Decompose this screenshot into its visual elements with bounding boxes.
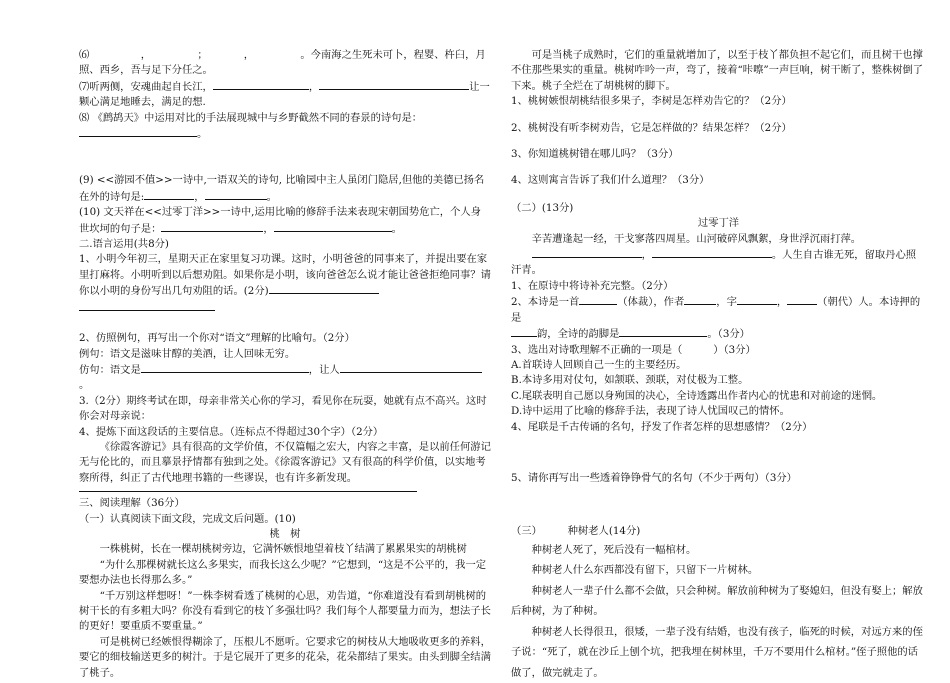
answer-blank[interactable]	[787, 294, 817, 305]
reading-question-1: 1、桃树嫉恨胡桃结很多果子，李树是怎样劝告它的？（2分）	[511, 95, 792, 108]
answer-blank[interactable]	[579, 294, 617, 305]
poem-question-2: 2、本诗是一首 （体裁），作者 ，字 ， （朝代）人。本诗押的是 韵，全诗的韵脚是 。（3分）	[511, 296, 921, 341]
answer-blank[interactable]	[737, 294, 777, 305]
question-6: ⑹ ， ； ， 。今南海之生死未可卜，程婴、杵臼，月照、西乡，吾与足下分任之。	[79, 49, 486, 77]
story-paragraph: 一株桃树，长在一棵胡桃树旁边，它满怀嫉恨地望着枝丫结满了累累果实的胡桃树	[99, 543, 467, 556]
story-paragraph: 可是当桃子成熟时，它们的重量就增加了，以至于枝丫都负担不起它们，而且树干也撑不住那些果实的重量。桃树咋吟一声，弯了，接着“咔嚓”一声巨响，树干断了，整株树倒了下来。桃子全烂在了胡桃树的脚下。	[511, 49, 924, 92]
section-2-question-1: 1、小明今年初三，星期天正在家里复习功课。这时，小明爸爸的同事来了，并提出要在家里打麻将。小明听到以后想劝阻。如果你是小明，该向爸爸怎么说才能让爸爸拒绝同事？请你以小明的身份写出几句劝阻的话。(2分)	[79, 253, 491, 298]
story-title: 桃 树	[269, 527, 301, 540]
answer-blank[interactable]	[274, 221, 392, 232]
left-column	[79, 48, 491, 681]
poem-title: 过零丁洋	[697, 217, 740, 230]
example-sentence: 例句：语文是滋味甘醇的美酒，让人回味无穷。	[79, 347, 296, 360]
question-7: ⑺听两侧，安魂曲起自长江， ， 让一颗心满足地睡去，满足的想.	[79, 80, 490, 109]
story-paragraph: “千万别这样想呀！”一株李树看透了桃树的心思，劝告道，“你难道没有看到胡桃树的树干长的有多粗大吗？你没有看到它的枝丫多强壮吗？我们每个人都要量力而为，想法子长的更好！要重质不要重量。”	[79, 589, 491, 633]
option-b[interactable]: B.本诗多用对仗句，如颔联、颈联，对仗极为工整。	[511, 374, 749, 387]
reading-question-3: 3、你知道桃树错在哪儿吗？（3分）	[511, 148, 679, 161]
story-paragraph: 种树老人什么东西都没有留下，只留下一片树林。	[531, 564, 759, 577]
reading-question-4: 4、这则寓言告诉了我们什么道理？（3分）	[511, 174, 710, 187]
story-paragraph: “为什么那棵树就长这么多果实，而我长这么少呢？”它想到，“这是不公平的，我一定要想办法也长得那么多。”	[79, 558, 487, 587]
question-8-answer-line: 。	[79, 126, 491, 142]
answer-blank[interactable]	[161, 221, 263, 232]
answer-blank[interactable]	[213, 79, 309, 90]
answer-blank[interactable]	[79, 126, 197, 137]
option-c[interactable]: C.尾联表明自己愿以身殉国的决心，全诗透露出作者内心的忧患和对前途的迷惘。	[511, 389, 883, 402]
reading-question-2: 2、桃树没有听李树劝告，它是怎样做的？结果怎样？（2分）	[511, 121, 792, 134]
answer-blank[interactable]	[319, 79, 469, 90]
section-3-title: 三、阅读理解（36分）	[79, 497, 185, 510]
answer-blank[interactable]	[684, 294, 716, 305]
question-9: (9) <<游园不值>>一诗中,一语双关的诗句, 比喻园中主人虽闭门隐居,但他的美德已扬名在外的诗句是: ， 。	[79, 174, 485, 203]
section-3-3-title: （三） 种树老人(14分)	[511, 525, 641, 538]
passage-xu-xiake: 《徐霞客游记》具有很高的文学价值，不仅篇幅之宏大，内容之丰富，是以前任何游记无与伦比的，而且摹景抒情都有独到之处。《徐霞客游记》又有很高的科学价值，以实地考察所得，纠正了古代地理书籍的一些谬误，也有许多新发现。	[79, 440, 491, 484]
answer-blank[interactable]	[141, 362, 309, 373]
section-3-subtitle: （一）认真阅读下面文段，完成文后问题。(10)	[79, 512, 296, 525]
answer-blank[interactable]	[511, 326, 537, 337]
answer-blank[interactable]	[144, 189, 194, 200]
answer-blank[interactable]	[340, 362, 482, 373]
story-paragraph: 种树老人死了，死后没有一幅棺材。	[531, 543, 697, 556]
option-d[interactable]: D.诗中运用了比喻的修辞手法，表现了诗人忧国叹己的情怀。	[511, 405, 790, 418]
question-8: ⑻ 《鹧鸪天》中运用对比的手法展现城中与乡野截然不同的春景的诗句是：	[79, 111, 423, 124]
right-column	[511, 48, 926, 683]
section-2-question-4: 4、提炼下面这段话的主要信息。（连标点不得超过30个字）（2分）	[79, 425, 384, 438]
imitation-sentence: 仿句：语文是 ，让人。	[79, 362, 491, 394]
answer-blank[interactable]	[532, 247, 642, 258]
answer-line	[79, 300, 491, 316]
answer-line[interactable]	[79, 491, 417, 492]
poem-question-1: 1、在原诗中将诗补充完整。（2分）	[511, 279, 674, 292]
poem-question-3: 3、选出对诗歌理解不正确的一项是（ ）（3分）	[511, 343, 756, 356]
section-3-2-title: （二）(13分)	[511, 201, 574, 214]
story-paragraph: 种树老人一辈子什么都不会做，只会种树。解放前种树为了娶媳妇，但没有娶上；解放后种树，为了种树。	[511, 584, 923, 618]
story-paragraph: 可是桃树已经嫉恨得糊涂了，压根儿不愿听。它要求它的树枝从大地吸收更多的养料，要它的细枝输送更多的树汁。于是它展开了更多的花朵，花朵都结了果实。由头到脚全结满了桃子。	[79, 635, 491, 679]
answer-blank[interactable]	[79, 300, 215, 311]
tree-planter-passage	[511, 540, 926, 683]
answer-blank[interactable]	[205, 189, 267, 200]
question-10: (10) 文天祥在<<过零丁洋>>一诗中,运用比喻的修辞手法来表现宋朝国势危亡，个人身世坎坷的句子是： ， 。	[79, 206, 481, 235]
story-paragraph: 种树老人长得很丑，很矮，一辈子没有结婚，也没有孩子，临死的时候，对远方来的侄子说：“死了，就在沙丘上刨个坑，把我埋在树林里，千万不要用什么棺材。”侄子照他的话做了，做完就走了。	[511, 625, 923, 679]
poem-line: 辛苦遭逢起一经，干戈寥落四周星。山河破碎风飘絮，身世浮沉雨打萍。	[531, 232, 862, 245]
section-2-title: 二.语言运用(共8分)	[79, 238, 169, 251]
section-2-question-3: 3.（2分）期终考试在即，母亲非常关心你的学习，看见你在玩耍，她就有点不高兴。这时你会对母亲说：	[79, 394, 487, 423]
poem-line: ， 。人生自古谁无死，留取丹心照汗青。	[511, 249, 917, 277]
answer-blank[interactable]	[652, 247, 772, 258]
answer-blank[interactable]	[619, 326, 707, 337]
answer-blank[interactable]	[269, 283, 379, 294]
section-2-question-2: 2、仿照例句，再写出一个你对“语文”理解的比喻句。（2分）	[79, 332, 355, 345]
option-a[interactable]: A.首联诗人回顾自己一生的主要经历。	[511, 358, 687, 371]
poem-question-4: 4、尾联是千古传诵的名句，抒发了作者怎样的思想感情？（2分）	[511, 420, 813, 433]
poem-question-5: 5、请你再写出一些透着铮铮骨气的名句（不少于两句）（3分）	[511, 471, 797, 484]
